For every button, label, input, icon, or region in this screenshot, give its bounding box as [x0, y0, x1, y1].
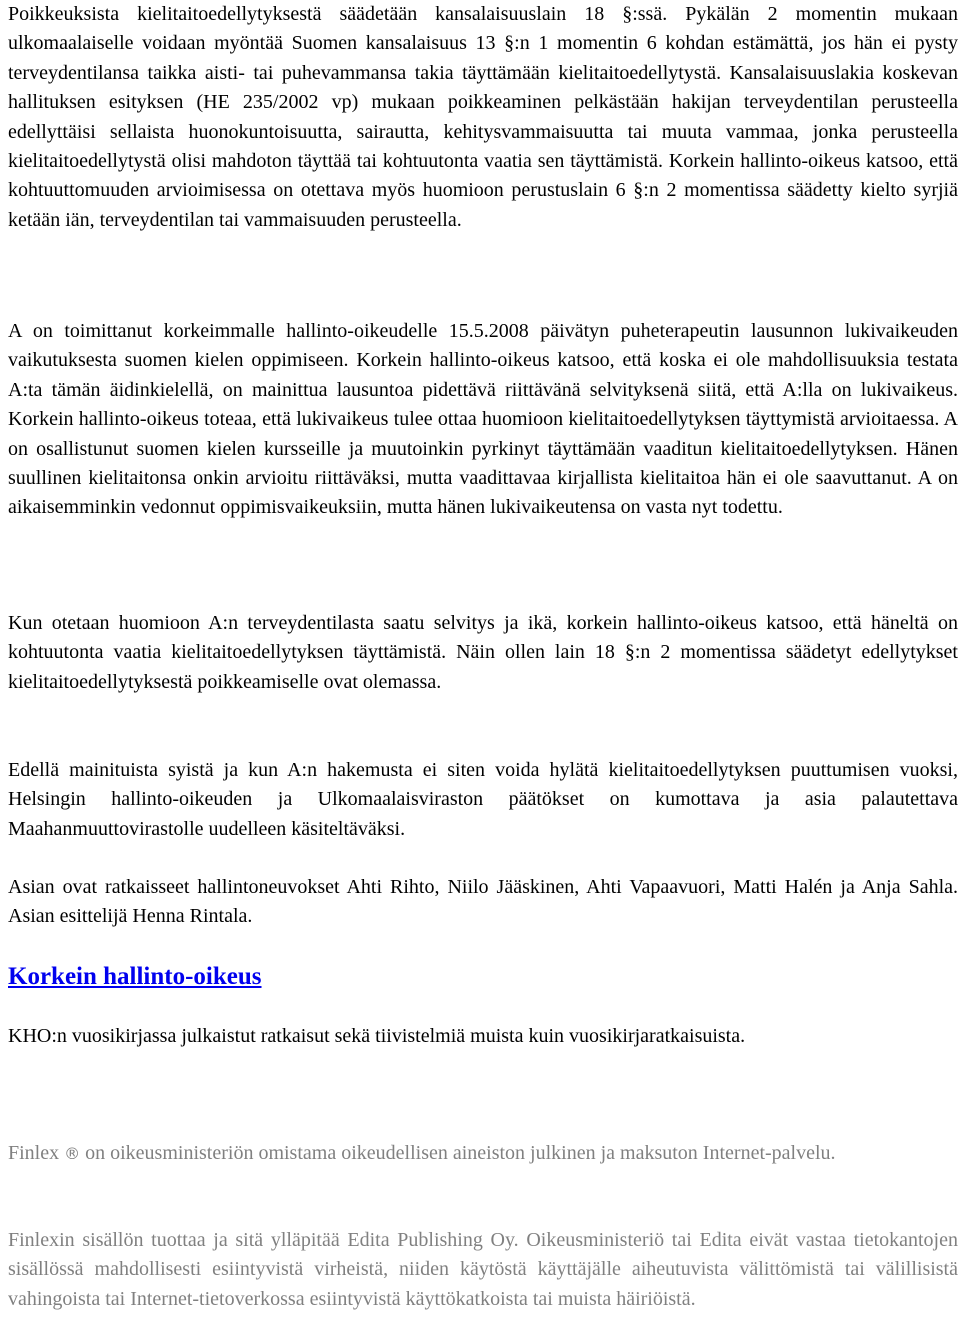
footer-finlex-notice — [8, 1139, 958, 1168]
finlex-description: on oikeusministeriön omistama oikeudellisen aineiston julkinen ja maksuton Internet-palvelu. — [80, 1142, 836, 1164]
registered-icon: ® — [64, 1144, 81, 1163]
paragraph-judges: Asian ovat ratkaisseet hallintoneuvokset Ahti Rihto, Niilo Jääskinen, Ahti Vapaavuori, Matti Halén ja Anja Sahla. Asian esittelijä Henna Rintala. — [8, 876, 958, 928]
paragraph-citizenship-exception: Poikkeuksista kielitaitoedellytyksestä säädetään kansalaisuuslain 18 §:ssä. Pykälän 2 momentin mukaan ulkomaalaiselle voidaan myöntää Suomen kansalaisuus 13 §:n 1 momentin 6 kohdan estämättä, jos hän ei pysty terveydentilansa taikka aisti- tai puhevammansa takia täyttämään kielitaitoedellytystä. Kansalaisuuslakia koskevan hallituksen esityksen (HE 235/2002 vp) mukaan poikkeaminen pelkästään hakijan terveydentilan perusteella edellyttäisi sellaista huonokuntoisuutta, sairautta, kehitysvammaisuutta tai muuta vammaa, jonka perusteella kielitaitoedellytystä olisi mahdoton täyttää tai kohtuutonta vaatia sen täyttämistä. Korkein hallinto-oikeus katsoo, että kohtuuttomuuden arvioimisessa on otettava myös huomioon perustuslain 6 §:n 2 momentissa säädetty kielto syrjiä ketään iän, terveydentilan tai vammaisuuden perusteella. — [8, 3, 958, 231]
paragraph-yearbook-note: KHO:n vuosikirjassa julkaistut ratkaisut sekä tiivistelmiä muista kuin vuosikirjaratkaisuista. — [8, 1025, 746, 1047]
paragraph-unreasonable-requirement: Kun otetaan huomioon A:n terveydentilasta saatu selvitys ja ikä, korkein hallinto-oikeus katsoo, että häneltä on kohtuutonta vaatia kielitaitoedellytyksen täyttämistä. Näin ollen lain 18 §:n 2 momentissa säädetyt edellytykset kielitaitoedellytyksestä poikkeamiselle ovat olemassa. — [8, 612, 958, 693]
finlex-name: Finlex — [8, 1142, 60, 1164]
korkein-hallinto-oikeus-link[interactable]: Korkein hallinto-oikeus — [8, 963, 262, 990]
footer-disclaimer: Finlexin sisällön tuottaa ja sitä ylläpitää Edita Publishing Oy. Oikeusministeriö tai Edita eivät vastaa tietokantojen sisällössä mahdollisesti esiintyvistä virheistä, niiden käytöstä käyttäjälle aiheutuvista välittömistä tai välillisistä vahingoista tai Internet-tietoverkossa esiintyvistä käyttökatkoista tai muista häiriöistä. — [8, 1229, 958, 1310]
paragraph-decision-annulled: Edellä mainituista syistä ja kun A:n hakemusta ei siten voida hylätä kielitaitoedellytyksen puuttumisen vuoksi, Helsingin hallinto-oikeuden ja Ulkomaalaisviraston päätökset on kumottava ja asia palautettava Maahanmuuttovirastolle uudelleen käsiteltäväksi. — [8, 759, 958, 840]
paragraph-speech-therapist-statement: A on toimittanut korkeimmalle hallinto-oikeudelle 15.5.2008 päivätyn puheterapeutin lausunnon lukivaikeuden vaikutuksesta suomen kielen oppimiseen. Korkein hallinto-oikeus katsoo, että koska ei ole mahdollisuuksia testata A:ta tämän äidinkielellä, on mainittua lausuntoa pidettävä riittävänä selvityksenä siitä, että A:lla on lukivaikeus. Korkein hallinto-oikeus toteaa, että lukivaikeus tulee ottaa huomioon kielitaitoedellytyksen täyttymistä arvioitaessa. A on osallistunut suomen kielen kursseille ja muutoinkin pyrkinyt täyttämään vaaditun kielitaitoedellytyksen. Hänen suullinen kielitaitonsa onkin arvioitu riittäväksi, mutta vaadittavaa kirjallista kielitaitoa hän ei ole saavuttanut. A on aikaisemminkin vedonnut oppimisvaikeuksiin, mutta hänen lukivaikeutensa on vasta nyt todettu. — [8, 320, 958, 519]
